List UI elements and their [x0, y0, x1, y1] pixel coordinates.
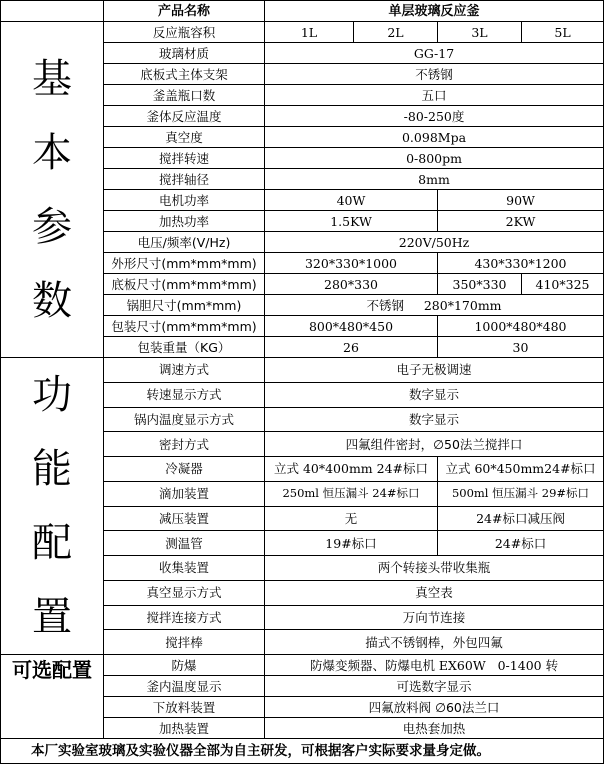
row-label: 加热功率	[104, 211, 265, 232]
cell-value: 90W	[438, 190, 604, 211]
row-label: 真空度	[104, 127, 265, 148]
cell-value: 不锈钢	[265, 64, 604, 85]
cell-value: -80-250度	[265, 106, 604, 127]
row-label: 包装尺寸(mm*mm*mm)	[104, 316, 265, 337]
row-label: 测温管	[104, 531, 265, 556]
row-label: 底板尺寸(mm*mm*mm)	[104, 274, 265, 295]
cell-value: 1.5KW	[265, 211, 438, 232]
row-label: 密封方式	[104, 432, 265, 457]
cell-value: 数字显示	[265, 382, 604, 407]
row-label: 加热装置	[104, 718, 265, 739]
cell-value: 2KW	[438, 211, 604, 232]
row-label: 反应瓶容积	[104, 22, 265, 43]
row-label: 调速方式	[104, 358, 265, 383]
row-label: 收集装置	[104, 556, 265, 581]
row-label: 底板式主体支架	[104, 64, 265, 85]
cell-value: 26	[265, 337, 438, 358]
row-label: 锅胆尺寸(mm*mm)	[104, 295, 265, 316]
row-label: 冷凝器	[104, 457, 265, 482]
row-label: 搅拌轴径	[104, 169, 265, 190]
row-label: 下放料装置	[104, 697, 265, 718]
cell-value: 真空表	[265, 580, 604, 605]
row-label: 电机功率	[104, 190, 265, 211]
product-name: 单层玻璃反应釜	[265, 1, 604, 22]
cell-value: 无	[265, 506, 438, 531]
cell-value: 320*330*1000	[265, 253, 438, 274]
section-optional: 可选配置	[1, 655, 104, 739]
row-volume	[1, 22, 604, 43]
row-label: 减压装置	[104, 506, 265, 531]
cell-value: 430*330*1200	[438, 253, 604, 274]
row-label: 防爆	[104, 655, 265, 676]
cell-value: 0.098Mpa	[265, 127, 604, 148]
cell-value: 5L	[522, 22, 604, 43]
cell-value: 1L	[265, 22, 354, 43]
cell-value: 1000*480*480	[438, 316, 604, 337]
cell-value: 410*325	[522, 274, 604, 295]
row-label: 釜盖瓶口数	[104, 85, 265, 106]
cell-value: 500ml 恒压漏斗 29#标口	[438, 481, 604, 506]
cell-value: 防爆变频器、防爆电机 EX60W 0-1400 转	[265, 655, 604, 676]
cell-value: 24#标口	[438, 531, 604, 556]
row-label: 釜内温度显示	[104, 676, 265, 697]
cell-value: 24#标口减压阀	[438, 506, 604, 531]
cell-value: 19#标口	[265, 531, 438, 556]
cell-value: 数字显示	[265, 407, 604, 432]
cell-value: 800*480*450	[265, 316, 438, 337]
section-basic: 基 本 参 数	[1, 22, 104, 358]
row-label: 滴加装置	[104, 481, 265, 506]
cell-value: 3L	[438, 22, 522, 43]
cell-value: 五口	[265, 85, 604, 106]
cell-value: 30	[438, 337, 604, 358]
row-label: 真空显示方式	[104, 580, 265, 605]
cell-value: 立式 60*450mm24#标口	[438, 457, 604, 482]
footer-note: 本厂实验室玻璃及实验仪器全部为自主研发，可根据客户实际要求量身定做。	[1, 739, 604, 764]
row-explosion	[1, 655, 604, 676]
section-function: 功 能 配 置	[1, 358, 104, 655]
row-label: 转速显示方式	[104, 382, 265, 407]
row-label: 搅拌棒	[104, 630, 265, 655]
row-speed-ctrl	[1, 358, 604, 383]
cell-value: 350*330	[438, 274, 522, 295]
cell-value: 可选数字显示	[265, 676, 604, 697]
cell-value: 描式不锈钢棒，外包四氟	[265, 630, 604, 655]
row-label: 锅内温度显示方式	[104, 407, 265, 432]
cell-value: 2L	[354, 22, 438, 43]
cell-value: 250ml 恒压漏斗 24#标口	[265, 481, 438, 506]
row-label: 玻璃材质	[104, 43, 265, 64]
cell-value: 万向节连接	[265, 605, 604, 630]
row-label: 搅拌转速	[104, 148, 265, 169]
cell-value: 40W	[265, 190, 438, 211]
cell-value: 两个转接头带收集瓶	[265, 556, 604, 581]
product-name-label: 产品名称	[104, 1, 265, 22]
cell-value: 0-800pm	[265, 148, 604, 169]
cell-value: GG-17	[265, 43, 604, 64]
cell-value: 四氟放料阀 ∅60法兰口	[265, 697, 604, 718]
cell-value: 四氟组件密封，∅50法兰搅拌口	[265, 432, 604, 457]
header-row	[1, 1, 604, 22]
cell-value: 电热套加热	[265, 718, 604, 739]
header-blank	[1, 1, 104, 22]
cell-value: 220V/50Hz	[265, 232, 604, 253]
cell-value: 立式 40*400mm 24#标口	[265, 457, 438, 482]
cell-value: 8mm	[265, 169, 604, 190]
cell-value: 280*330	[265, 274, 438, 295]
footer-row	[1, 739, 604, 764]
row-label: 外形尺寸(mm*mm*mm)	[104, 253, 265, 274]
row-label: 电压/频率(V/Hz)	[104, 232, 265, 253]
row-label: 包装重量（KG）	[104, 337, 265, 358]
cell-value: 不锈钢 280*170mm	[265, 295, 604, 316]
row-label: 釜体反应温度	[104, 106, 265, 127]
row-label: 搅拌连接方式	[104, 605, 265, 630]
cell-value: 电子无极调速	[265, 358, 604, 383]
